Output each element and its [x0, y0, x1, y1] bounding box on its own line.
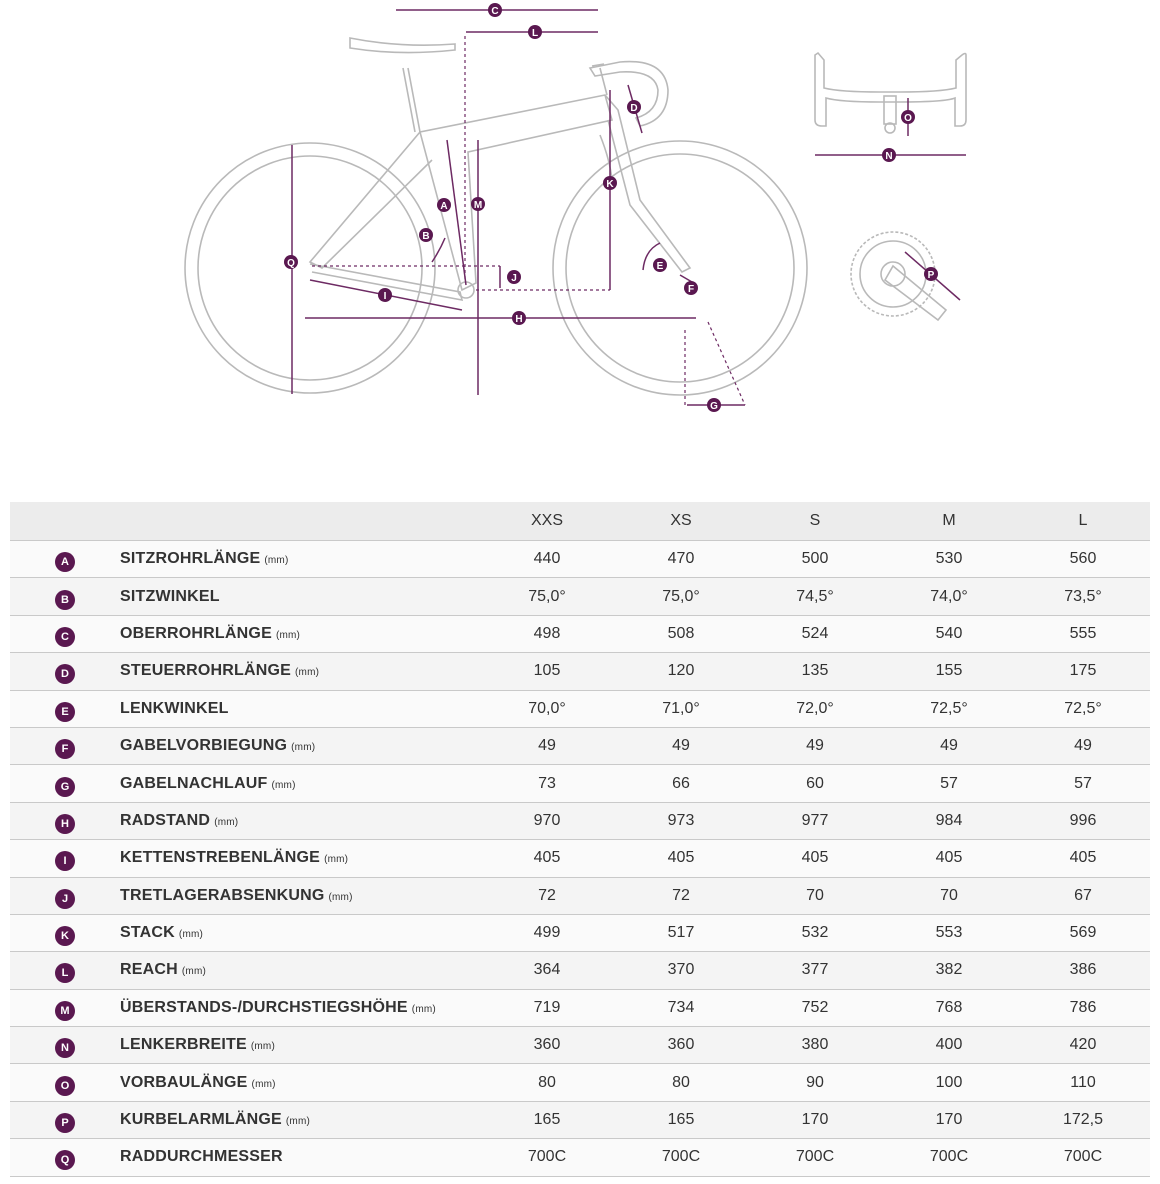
marker-I — [378, 288, 392, 302]
row-badge: P — [55, 1113, 75, 1133]
row-label — [120, 653, 480, 690]
row-badge-cell — [10, 1101, 120, 1138]
value-cell: 405 — [480, 840, 614, 877]
value-cell: 752 — [748, 989, 882, 1026]
marker-P — [924, 267, 938, 281]
value-cell: 110 — [1016, 1064, 1150, 1101]
value-cell: 700C — [1016, 1139, 1150, 1176]
value-cell: 700C — [614, 1139, 748, 1176]
row-badge-cell — [10, 840, 120, 877]
row-badge-cell — [10, 690, 120, 727]
svg-text:H: H — [515, 314, 523, 325]
value-cell: 175 — [1016, 653, 1150, 690]
value-cell: 555 — [1016, 615, 1150, 652]
marker-G — [707, 398, 721, 412]
value-cell: 74,5° — [748, 578, 882, 615]
value-cell: 569 — [1016, 914, 1150, 951]
value-cell: 734 — [614, 989, 748, 1026]
row-label-text: SITZWINKEL — [120, 587, 220, 605]
value-cell: 49 — [882, 727, 1016, 764]
value-cell: 499 — [480, 914, 614, 951]
value-cell: 405 — [882, 840, 1016, 877]
value-cell: 540 — [882, 615, 1016, 652]
row-badge: G — [55, 777, 75, 797]
row-badge-cell — [10, 989, 120, 1026]
header-empty — [120, 502, 480, 541]
rear-wheel — [185, 143, 435, 393]
row-label — [120, 1064, 480, 1101]
value-cell: 370 — [614, 952, 748, 989]
row-label — [120, 1027, 480, 1064]
svg-text:E: E — [656, 261, 664, 272]
value-cell: 405 — [614, 840, 748, 877]
row-label — [120, 914, 480, 951]
row-unit: (mm) — [264, 555, 289, 567]
marker-M — [471, 197, 485, 211]
row-label-text: TRETLAGERABSENKUNG — [120, 886, 325, 904]
value-cell: 553 — [882, 914, 1016, 951]
row-badge-cell — [10, 653, 120, 690]
table-row — [10, 840, 1150, 877]
row-badge: H — [55, 814, 75, 834]
value-cell: 170 — [748, 1101, 882, 1138]
header-size: L — [1016, 502, 1150, 541]
row-badge: L — [55, 963, 75, 983]
bike-frame — [310, 38, 690, 300]
svg-text:F: F — [687, 284, 695, 295]
marker-E — [653, 258, 667, 272]
table-row — [10, 727, 1150, 764]
value-cell: 377 — [748, 952, 882, 989]
row-label — [120, 1139, 480, 1176]
value-cell: 498 — [480, 615, 614, 652]
row-badge-cell — [10, 1064, 120, 1101]
row-badge: Q — [55, 1150, 75, 1170]
value-cell: 66 — [614, 765, 748, 802]
value-cell: 72 — [614, 877, 748, 914]
table-header-row — [10, 502, 1150, 541]
row-label-text: KURBELARMLÄNGE — [120, 1111, 282, 1129]
row-label — [120, 690, 480, 727]
value-cell: 382 — [882, 952, 1016, 989]
row-label — [120, 765, 480, 802]
value-cell: 560 — [1016, 541, 1150, 578]
row-badge: J — [55, 889, 75, 909]
row-badge-cell — [10, 541, 120, 578]
marker-C — [488, 3, 502, 17]
row-badge-cell — [10, 802, 120, 839]
row-label-text: ÜBERSTANDS-/DURCHSTIEGSHÖHE — [120, 998, 408, 1016]
value-cell: 75,0° — [480, 578, 614, 615]
value-cell: 700C — [480, 1139, 614, 1176]
value-cell: 364 — [480, 952, 614, 989]
row-label — [120, 877, 480, 914]
value-cell: 719 — [480, 989, 614, 1026]
row-label-text: SITZROHRLÄNGE — [120, 550, 261, 568]
row-unit: (mm) — [324, 854, 349, 866]
row-unit: (mm) — [291, 742, 316, 754]
row-unit: (mm) — [181, 966, 207, 978]
marker-H — [512, 311, 526, 325]
row-badge: M — [55, 1001, 75, 1021]
value-cell: 57 — [882, 765, 1016, 802]
value-cell: 49 — [614, 727, 748, 764]
row-label-text: STACK — [120, 924, 175, 942]
value-cell: 532 — [748, 914, 882, 951]
marker-B — [419, 228, 433, 242]
header-empty — [10, 502, 120, 541]
value-cell: 508 — [614, 615, 748, 652]
table-row — [10, 1101, 1150, 1138]
value-cell: 170 — [882, 1101, 1016, 1138]
row-label-text: RADDURCHMESSER — [120, 1148, 283, 1166]
value-cell: 420 — [1016, 1027, 1150, 1064]
value-cell: 380 — [748, 1027, 882, 1064]
value-cell: 973 — [614, 802, 748, 839]
row-badge: N — [55, 1038, 75, 1058]
value-cell: 155 — [882, 653, 1016, 690]
marker-F — [684, 281, 698, 295]
row-label — [120, 989, 480, 1026]
table-row — [10, 765, 1150, 802]
value-cell: 73,5° — [1016, 578, 1150, 615]
table-row — [10, 1027, 1150, 1064]
value-cell: 400 — [882, 1027, 1016, 1064]
row-badge-cell — [10, 1139, 120, 1176]
value-cell: 71,0° — [614, 690, 748, 727]
row-label — [120, 578, 480, 615]
row-badge-cell — [10, 578, 120, 615]
value-cell: 517 — [614, 914, 748, 951]
value-cell: 470 — [614, 541, 748, 578]
row-label — [120, 952, 480, 989]
svg-text:Q: Q — [287, 258, 295, 269]
value-cell: 360 — [480, 1027, 614, 1064]
row-unit: (mm) — [328, 891, 353, 903]
value-cell: 70 — [882, 877, 1016, 914]
row-badge: A — [55, 552, 75, 572]
marker-J — [507, 270, 521, 284]
row-badge: E — [55, 702, 75, 722]
value-cell: 70,0° — [480, 690, 614, 727]
value-cell: 172,5 — [1016, 1101, 1150, 1138]
row-badge-cell — [10, 727, 120, 764]
value-cell: 49 — [1016, 727, 1150, 764]
row-label-text: STEUERROHRLÄNGE — [120, 662, 292, 680]
svg-text:K: K — [606, 179, 614, 190]
marker-O — [901, 110, 915, 124]
table-row — [10, 578, 1150, 615]
marker-K — [603, 176, 617, 190]
table-row — [10, 952, 1150, 989]
value-cell: 75,0° — [614, 578, 748, 615]
svg-text:G: G — [710, 401, 718, 412]
value-cell: 74,0° — [882, 578, 1016, 615]
row-label-text: GABELVORBIEGUNG — [120, 737, 288, 755]
row-unit: (mm) — [250, 1041, 275, 1053]
value-cell: 386 — [1016, 952, 1150, 989]
value-cell: 90 — [748, 1064, 882, 1101]
table-row — [10, 1139, 1150, 1176]
row-unit: (mm) — [285, 1116, 311, 1128]
svg-text:C: C — [491, 6, 499, 17]
row-label — [120, 1101, 480, 1138]
value-cell: 57 — [1016, 765, 1150, 802]
row-badge: I — [55, 851, 75, 871]
row-label-text: VORBAULÄNGE — [120, 1073, 248, 1091]
row-label-text: REACH — [120, 961, 178, 979]
row-badge-cell — [10, 952, 120, 989]
row-unit: (mm) — [178, 929, 204, 941]
row-badge: O — [55, 1076, 75, 1096]
value-cell: 405 — [1016, 840, 1150, 877]
row-label-text: RADSTAND — [120, 811, 211, 829]
row-unit: (mm) — [295, 667, 320, 679]
row-badge: C — [55, 627, 75, 647]
svg-text:P: P — [927, 270, 935, 281]
row-label-text: GABELNACHLAUF — [120, 774, 268, 792]
svg-text:O: O — [904, 113, 912, 124]
row-unit: (mm) — [251, 1078, 276, 1090]
svg-text:J: J — [511, 273, 517, 284]
bike-geometry-diagram — [0, 0, 1160, 480]
value-cell: 80 — [614, 1064, 748, 1101]
table-row — [10, 615, 1150, 652]
marker-D — [627, 100, 641, 114]
table-row — [10, 653, 1150, 690]
value-cell: 977 — [748, 802, 882, 839]
marker-N — [882, 148, 896, 162]
header-size: XXS — [480, 502, 614, 541]
header-size: S — [748, 502, 882, 541]
svg-text:D: D — [630, 103, 638, 114]
row-badge: B — [55, 590, 75, 610]
value-cell: 72,5° — [1016, 690, 1150, 727]
svg-text:L: L — [531, 28, 539, 39]
row-badge-cell — [10, 914, 120, 951]
front-wheel — [553, 141, 807, 395]
value-cell: 786 — [1016, 989, 1150, 1026]
svg-text:N: N — [885, 151, 893, 162]
value-cell: 60 — [748, 765, 882, 802]
row-label-text: KETTENSTREBENLÄNGE — [120, 849, 321, 867]
value-cell: 700C — [748, 1139, 882, 1176]
value-cell: 970 — [480, 802, 614, 839]
header-size: M — [882, 502, 1016, 541]
marker-Q — [284, 255, 298, 269]
row-unit: (mm) — [275, 629, 301, 641]
value-cell: 360 — [614, 1027, 748, 1064]
marker-L — [528, 25, 542, 39]
table-row — [10, 802, 1150, 839]
row-unit: (mm) — [271, 779, 296, 791]
row-label — [120, 541, 480, 578]
row-badge-cell — [10, 765, 120, 802]
row-unit: (mm) — [411, 1003, 436, 1015]
dimension-lines — [292, 10, 966, 405]
value-cell: 49 — [480, 727, 614, 764]
value-cell: 530 — [882, 541, 1016, 578]
svg-text:A: A — [440, 201, 448, 212]
value-cell: 70 — [748, 877, 882, 914]
value-cell: 72 — [480, 877, 614, 914]
value-cell: 49 — [748, 727, 882, 764]
value-cell: 100 — [882, 1064, 1016, 1101]
value-cell: 524 — [748, 615, 882, 652]
row-label — [120, 727, 480, 764]
value-cell: 440 — [480, 541, 614, 578]
row-label — [120, 840, 480, 877]
value-cell: 500 — [748, 541, 882, 578]
row-badge-cell — [10, 877, 120, 914]
row-badge-cell — [10, 615, 120, 652]
marker-A — [437, 198, 451, 212]
geometry-table — [10, 502, 1150, 1177]
value-cell: 105 — [480, 653, 614, 690]
row-badge: F — [55, 739, 75, 759]
row-label-text: LENKERBREITE — [120, 1036, 247, 1054]
row-label — [120, 802, 480, 839]
value-cell: 700C — [882, 1139, 1016, 1176]
value-cell: 996 — [1016, 802, 1150, 839]
table-row — [10, 877, 1150, 914]
row-badge: D — [55, 664, 75, 684]
value-cell: 768 — [882, 989, 1016, 1026]
table-row — [10, 914, 1150, 951]
value-cell: 405 — [748, 840, 882, 877]
handlebar-top-view — [815, 53, 966, 133]
row-badge: K — [55, 926, 75, 946]
row-label-text: OBERROHRLÄNGE — [120, 624, 272, 642]
table-row — [10, 690, 1150, 727]
header-size: XS — [614, 502, 748, 541]
value-cell: 73 — [480, 765, 614, 802]
svg-text:B: B — [422, 231, 430, 242]
value-cell: 165 — [614, 1101, 748, 1138]
value-cell: 135 — [748, 653, 882, 690]
table-row — [10, 1064, 1150, 1101]
value-cell: 72,5° — [882, 690, 1016, 727]
svg-text:I: I — [383, 291, 387, 302]
value-cell: 120 — [614, 653, 748, 690]
value-cell: 67 — [1016, 877, 1150, 914]
value-cell: 984 — [882, 802, 1016, 839]
table-row — [10, 541, 1150, 578]
row-unit: (mm) — [214, 816, 239, 828]
row-badge-cell — [10, 1027, 120, 1064]
table-row — [10, 989, 1150, 1026]
row-label-text: LENKWINKEL — [120, 699, 229, 717]
value-cell: 80 — [480, 1064, 614, 1101]
value-cell: 165 — [480, 1101, 614, 1138]
svg-text:M: M — [473, 200, 483, 211]
row-label — [120, 615, 480, 652]
value-cell: 72,0° — [748, 690, 882, 727]
